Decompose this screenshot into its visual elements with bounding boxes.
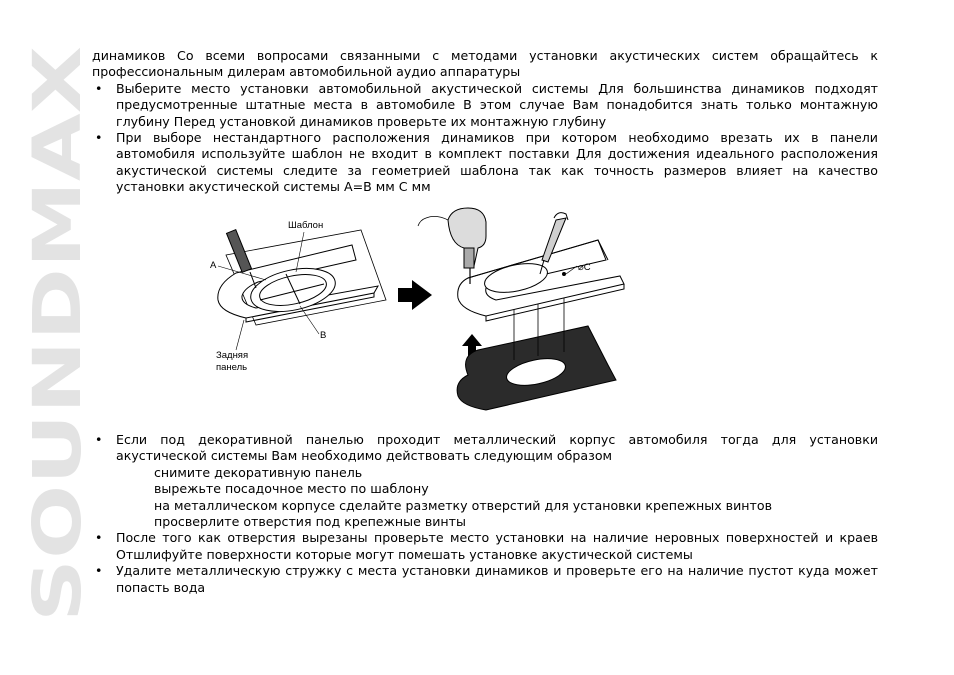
label-rear-panel-2: панель — [216, 362, 248, 373]
arrow-right-icon — [398, 280, 432, 310]
label-rear-panel-1: Задняя — [216, 350, 249, 361]
bottom-text-block — [92, 432, 878, 596]
step-item: на металлическом корпусе сделайте разметку отверстий для установки крепежных винтов — [154, 497, 772, 513]
paragraph-continuation: динамиков Со всеми вопросами связанными с методами установки акустических систем обращайтесь к профессиональным дилерам автомобильной аудио аппаратуры — [92, 48, 878, 80]
bullet-item: • Удалите металлическую стружку с места установки динамиков и проверьте его на наличие пустот куда может попасть вода — [92, 563, 878, 596]
top-text-block — [92, 48, 878, 196]
label-b: B — [320, 330, 327, 341]
panel-drilling — [418, 208, 624, 410]
step-item: снимите декоративную панель — [154, 464, 363, 480]
installation-diagram — [196, 200, 626, 422]
bullet-item: • Выберите место установки автомобильной акустической системы Для большинства динамиков подходят предусмотренные штатные места в автомобиле В этом случае Вам понадобится знать только монтажную глубину Перед установкой динамиков проверьте их монтажную глубину — [92, 81, 878, 130]
step-item: вырежьте посадочное место по шаблону — [154, 481, 429, 497]
step-item: просверлите отверстия под крепежные винты — [154, 514, 466, 530]
bullet-item: • Если под декоративной панелью проходит металлический корпус автомобиля тогда для установки акустической системы Вам необходимо действовать следующим образом — [92, 432, 878, 465]
label-a: A — [210, 260, 217, 271]
label-c: ⌀C — [578, 262, 591, 273]
label-template: Шаблон — [288, 220, 324, 231]
soundmax-logo-text: SOUNDMAX — [19, 187, 96, 622]
bullet-item: • При выборе нестандартного расположения динамиков при котором необходимо врезать их в панели автомобиля используйте шаблон не входит в комплект поставки Для достижения идеального расположения акустической системы следите за геометрией шаблона так как точность размеров влияет на качество установки акустической системы A=B мм C мм — [92, 130, 878, 196]
soundmax-logo — [19, 44, 96, 624]
bullet-item: • После того как отверстия вырезаны проверьте место установки на наличие неровных поверхностей и краев Отшлифуйте поверхности которые могут помешать установке акустической системы — [92, 530, 878, 563]
